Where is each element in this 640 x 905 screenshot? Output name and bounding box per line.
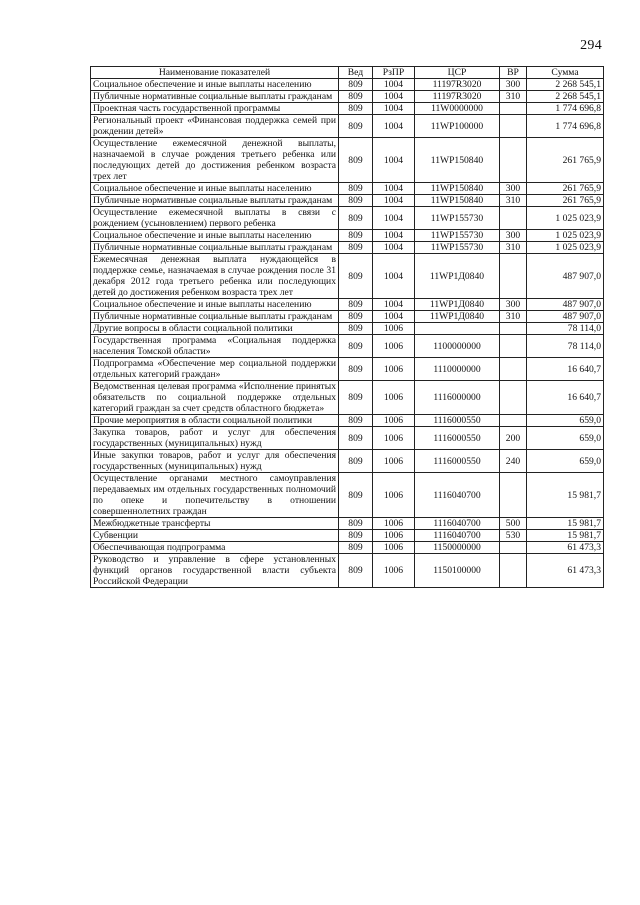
table-row bbox=[91, 103, 604, 115]
cell-rzpr: 1004 bbox=[373, 254, 415, 299]
cell-sum: 2 268 545,1 bbox=[527, 91, 604, 103]
table-row bbox=[91, 79, 604, 91]
cell-name: Проектная часть государственной программы bbox=[91, 103, 339, 115]
header-name: Наименование показателей bbox=[91, 67, 339, 79]
cell-vr bbox=[500, 254, 527, 299]
cell-csr: 1150000000 bbox=[415, 542, 500, 554]
cell-csr: 1110000000 bbox=[415, 358, 500, 381]
cell-vr bbox=[500, 473, 527, 518]
table-row bbox=[91, 91, 604, 103]
cell-sum: 1 025 023,9 bbox=[527, 207, 604, 230]
cell-name: Подпрограмма «Обеспечение мер социальной поддержки отдельных категорий граждан» bbox=[91, 358, 339, 381]
cell-vr bbox=[500, 207, 527, 230]
cell-sum: 659,0 bbox=[527, 450, 604, 473]
cell-vr: 300 bbox=[500, 79, 527, 91]
header-vr: ВР bbox=[500, 67, 527, 79]
cell-csr: 11WP100000 bbox=[415, 115, 500, 138]
cell-sum: 1 025 023,9 bbox=[527, 242, 604, 254]
cell-ved: 809 bbox=[339, 530, 373, 542]
table-row bbox=[91, 207, 604, 230]
budget-table bbox=[90, 66, 604, 588]
page-number: 294 bbox=[580, 38, 602, 53]
cell-ved: 809 bbox=[339, 115, 373, 138]
cell-csr: 11WP150840 bbox=[415, 138, 500, 183]
cell-rzpr: 1006 bbox=[373, 358, 415, 381]
cell-name: Социальное обеспечение и иные выплаты населению bbox=[91, 183, 339, 195]
header-csr: ЦСР bbox=[415, 67, 500, 79]
table-row bbox=[91, 554, 604, 588]
cell-rzpr: 1006 bbox=[373, 518, 415, 530]
cell-csr bbox=[415, 323, 500, 335]
cell-name: Социальное обеспечение и иные выплаты населению bbox=[91, 230, 339, 242]
cell-name: Осуществление ежемесячной выплаты в связи с рождением (усыновлением) первого ребенка bbox=[91, 207, 339, 230]
table-row bbox=[91, 115, 604, 138]
cell-csr: 1116000550 bbox=[415, 450, 500, 473]
cell-ved: 809 bbox=[339, 183, 373, 195]
cell-ved: 809 bbox=[339, 518, 373, 530]
cell-vr: 300 bbox=[500, 183, 527, 195]
cell-rzpr: 1006 bbox=[373, 381, 415, 415]
cell-ved: 809 bbox=[339, 381, 373, 415]
table-row bbox=[91, 195, 604, 207]
cell-name: Публичные нормативные социальные выплаты гражданам bbox=[91, 195, 339, 207]
cell-rzpr: 1004 bbox=[373, 195, 415, 207]
cell-rzpr: 1006 bbox=[373, 335, 415, 358]
cell-ved: 809 bbox=[339, 242, 373, 254]
cell-vr: 300 bbox=[500, 230, 527, 242]
cell-csr: 1116000550 bbox=[415, 427, 500, 450]
cell-vr: 500 bbox=[500, 518, 527, 530]
cell-name: Ведомственная целевая программа «Исполнение принятых обязательств по социальной поддержке отдельных категорий граждан за счет средств областного бюджета» bbox=[91, 381, 339, 415]
cell-vr bbox=[500, 103, 527, 115]
cell-sum: 659,0 bbox=[527, 427, 604, 450]
cell-name: Осуществление органами местного самоуправления передаваемых им отдельных государственных полномочий по опеке и попечительству в отношении совершеннолетних граждан bbox=[91, 473, 339, 518]
cell-name: Государственная программа «Социальная поддержка населения Томской области» bbox=[91, 335, 339, 358]
table-row bbox=[91, 138, 604, 183]
cell-csr: 11WP150840 bbox=[415, 183, 500, 195]
cell-rzpr: 1006 bbox=[373, 542, 415, 554]
cell-ved: 809 bbox=[339, 554, 373, 588]
cell-rzpr: 1004 bbox=[373, 103, 415, 115]
cell-csr: 1150100000 bbox=[415, 554, 500, 588]
cell-vr bbox=[500, 554, 527, 588]
cell-csr: 11WP150840 bbox=[415, 195, 500, 207]
cell-sum: 487 907,0 bbox=[527, 311, 604, 323]
cell-ved: 809 bbox=[339, 138, 373, 183]
cell-sum: 61 473,3 bbox=[527, 554, 604, 588]
cell-vr: 240 bbox=[500, 450, 527, 473]
cell-csr: 1100000000 bbox=[415, 335, 500, 358]
table-row bbox=[91, 381, 604, 415]
cell-name: Ежемесячная денежная выплата нуждающейся в поддержке семье, назначаемая в случае рождения после 31 декабря 2012 года третьего ребенка или последующих детей до достижения ребенком возраста трех лет bbox=[91, 254, 339, 299]
table-row bbox=[91, 183, 604, 195]
cell-sum: 487 907,0 bbox=[527, 299, 604, 311]
cell-rzpr: 1004 bbox=[373, 115, 415, 138]
cell-ved: 809 bbox=[339, 473, 373, 518]
table-row bbox=[91, 415, 604, 427]
table-row bbox=[91, 323, 604, 335]
cell-vr bbox=[500, 138, 527, 183]
cell-ved: 809 bbox=[339, 311, 373, 323]
cell-sum: 15 981,7 bbox=[527, 473, 604, 518]
cell-ved: 809 bbox=[339, 91, 373, 103]
cell-rzpr: 1004 bbox=[373, 299, 415, 311]
cell-rzpr: 1004 bbox=[373, 91, 415, 103]
cell-rzpr: 1004 bbox=[373, 311, 415, 323]
cell-ved: 809 bbox=[339, 195, 373, 207]
cell-ved: 809 bbox=[339, 427, 373, 450]
cell-name: Руководство и управление в сфере установленных функций органов государственной власти субъекта Российской Федерации bbox=[91, 554, 339, 588]
cell-ved: 809 bbox=[339, 254, 373, 299]
cell-sum: 15 981,7 bbox=[527, 530, 604, 542]
cell-vr: 200 bbox=[500, 427, 527, 450]
cell-rzpr: 1004 bbox=[373, 242, 415, 254]
cell-sum: 1 025 023,9 bbox=[527, 230, 604, 242]
cell-ved: 809 bbox=[339, 230, 373, 242]
cell-name: Публичные нормативные социальные выплаты гражданам bbox=[91, 91, 339, 103]
cell-name: Прочие мероприятия в области социальной политики bbox=[91, 415, 339, 427]
cell-vr: 310 bbox=[500, 195, 527, 207]
table-row bbox=[91, 358, 604, 381]
cell-name: Иные закупки товаров, работ и услуг для обеспечения государственных (муниципальных) нужд bbox=[91, 450, 339, 473]
cell-vr: 300 bbox=[500, 299, 527, 311]
cell-ved: 809 bbox=[339, 299, 373, 311]
table-row bbox=[91, 242, 604, 254]
cell-rzpr: 1006 bbox=[373, 450, 415, 473]
cell-csr: 11WP1Д0840 bbox=[415, 254, 500, 299]
cell-csr: 11WP1Д0840 bbox=[415, 299, 500, 311]
cell-sum: 78 114,0 bbox=[527, 323, 604, 335]
cell-csr: 1116040700 bbox=[415, 518, 500, 530]
cell-vr bbox=[500, 358, 527, 381]
cell-rzpr: 1004 bbox=[373, 183, 415, 195]
table-row bbox=[91, 450, 604, 473]
cell-sum: 261 765,9 bbox=[527, 195, 604, 207]
cell-name: Публичные нормативные социальные выплаты гражданам bbox=[91, 311, 339, 323]
table-row bbox=[91, 230, 604, 242]
cell-ved: 809 bbox=[339, 450, 373, 473]
cell-csr: 1116040700 bbox=[415, 530, 500, 542]
header-rzpr: РзПР bbox=[373, 67, 415, 79]
cell-ved: 809 bbox=[339, 542, 373, 554]
cell-vr bbox=[500, 323, 527, 335]
cell-rzpr: 1006 bbox=[373, 415, 415, 427]
table-body bbox=[91, 79, 604, 588]
cell-ved: 809 bbox=[339, 358, 373, 381]
cell-sum: 261 765,9 bbox=[527, 138, 604, 183]
cell-sum: 659,0 bbox=[527, 415, 604, 427]
cell-sum: 61 473,3 bbox=[527, 542, 604, 554]
cell-ved: 809 bbox=[339, 207, 373, 230]
cell-rzpr: 1006 bbox=[373, 554, 415, 588]
cell-vr bbox=[500, 115, 527, 138]
cell-sum: 15 981,7 bbox=[527, 518, 604, 530]
cell-vr: 310 bbox=[500, 311, 527, 323]
cell-vr: 310 bbox=[500, 242, 527, 254]
cell-vr bbox=[500, 335, 527, 358]
cell-name: Межбюджетные трансферты bbox=[91, 518, 339, 530]
cell-csr: 11197R3020 bbox=[415, 79, 500, 91]
cell-csr: 11WP155730 bbox=[415, 207, 500, 230]
cell-csr: 11197R3020 bbox=[415, 91, 500, 103]
cell-csr: 1116040700 bbox=[415, 473, 500, 518]
table-row bbox=[91, 311, 604, 323]
cell-ved: 809 bbox=[339, 335, 373, 358]
cell-sum: 1 774 696,8 bbox=[527, 103, 604, 115]
table-row bbox=[91, 518, 604, 530]
cell-name: Региональный проект «Финансовая поддержка семей при рождении детей» bbox=[91, 115, 339, 138]
cell-csr: 11WP1Д0840 bbox=[415, 311, 500, 323]
cell-csr: 1116000550 bbox=[415, 415, 500, 427]
table-row bbox=[91, 427, 604, 450]
cell-sum: 2 268 545,1 bbox=[527, 79, 604, 91]
table-header-row bbox=[91, 67, 604, 79]
cell-name: Социальное обеспечение и иные выплаты населению bbox=[91, 299, 339, 311]
cell-rzpr: 1004 bbox=[373, 207, 415, 230]
cell-vr bbox=[500, 381, 527, 415]
cell-sum: 78 114,0 bbox=[527, 335, 604, 358]
header-sum: Сумма bbox=[527, 67, 604, 79]
cell-sum: 1 774 696,8 bbox=[527, 115, 604, 138]
cell-name: Социальное обеспечение и иные выплаты населению bbox=[91, 79, 339, 91]
cell-sum: 16 640,7 bbox=[527, 358, 604, 381]
table-row bbox=[91, 473, 604, 518]
cell-vr bbox=[500, 542, 527, 554]
cell-ved: 809 bbox=[339, 103, 373, 115]
cell-vr: 310 bbox=[500, 91, 527, 103]
cell-sum: 261 765,9 bbox=[527, 183, 604, 195]
table-row bbox=[91, 254, 604, 299]
cell-sum: 487 907,0 bbox=[527, 254, 604, 299]
cell-rzpr: 1006 bbox=[373, 530, 415, 542]
table-row bbox=[91, 530, 604, 542]
cell-rzpr: 1004 bbox=[373, 138, 415, 183]
cell-rzpr: 1006 bbox=[373, 473, 415, 518]
cell-name: Обеспечивающая подпрограмма bbox=[91, 542, 339, 554]
cell-csr: 11WP155730 bbox=[415, 242, 500, 254]
cell-rzpr: 1004 bbox=[373, 79, 415, 91]
cell-rzpr: 1006 bbox=[373, 427, 415, 450]
table-row bbox=[91, 299, 604, 311]
cell-rzpr: 1006 bbox=[373, 323, 415, 335]
cell-csr: 11W0000000 bbox=[415, 103, 500, 115]
cell-ved: 809 bbox=[339, 323, 373, 335]
cell-name: Публичные нормативные социальные выплаты гражданам bbox=[91, 242, 339, 254]
cell-name: Другие вопросы в области социальной политики bbox=[91, 323, 339, 335]
cell-sum: 16 640,7 bbox=[527, 381, 604, 415]
cell-name: Субвенции bbox=[91, 530, 339, 542]
cell-ved: 809 bbox=[339, 79, 373, 91]
cell-name: Осуществление ежемесячной денежной выплаты, назначаемой в случае рождения третьего ребенка или последующих детей до достижения ребенком возраста трех лет bbox=[91, 138, 339, 183]
cell-rzpr: 1004 bbox=[373, 230, 415, 242]
cell-vr bbox=[500, 415, 527, 427]
cell-ved: 809 bbox=[339, 415, 373, 427]
table-row bbox=[91, 335, 604, 358]
cell-csr: 11WP155730 bbox=[415, 230, 500, 242]
table-row bbox=[91, 542, 604, 554]
cell-vr: 530 bbox=[500, 530, 527, 542]
cell-name: Закупка товаров, работ и услуг для обеспечения государственных (муниципальных) нужд bbox=[91, 427, 339, 450]
cell-csr: 1116000000 bbox=[415, 381, 500, 415]
header-ved: Вед bbox=[339, 67, 373, 79]
